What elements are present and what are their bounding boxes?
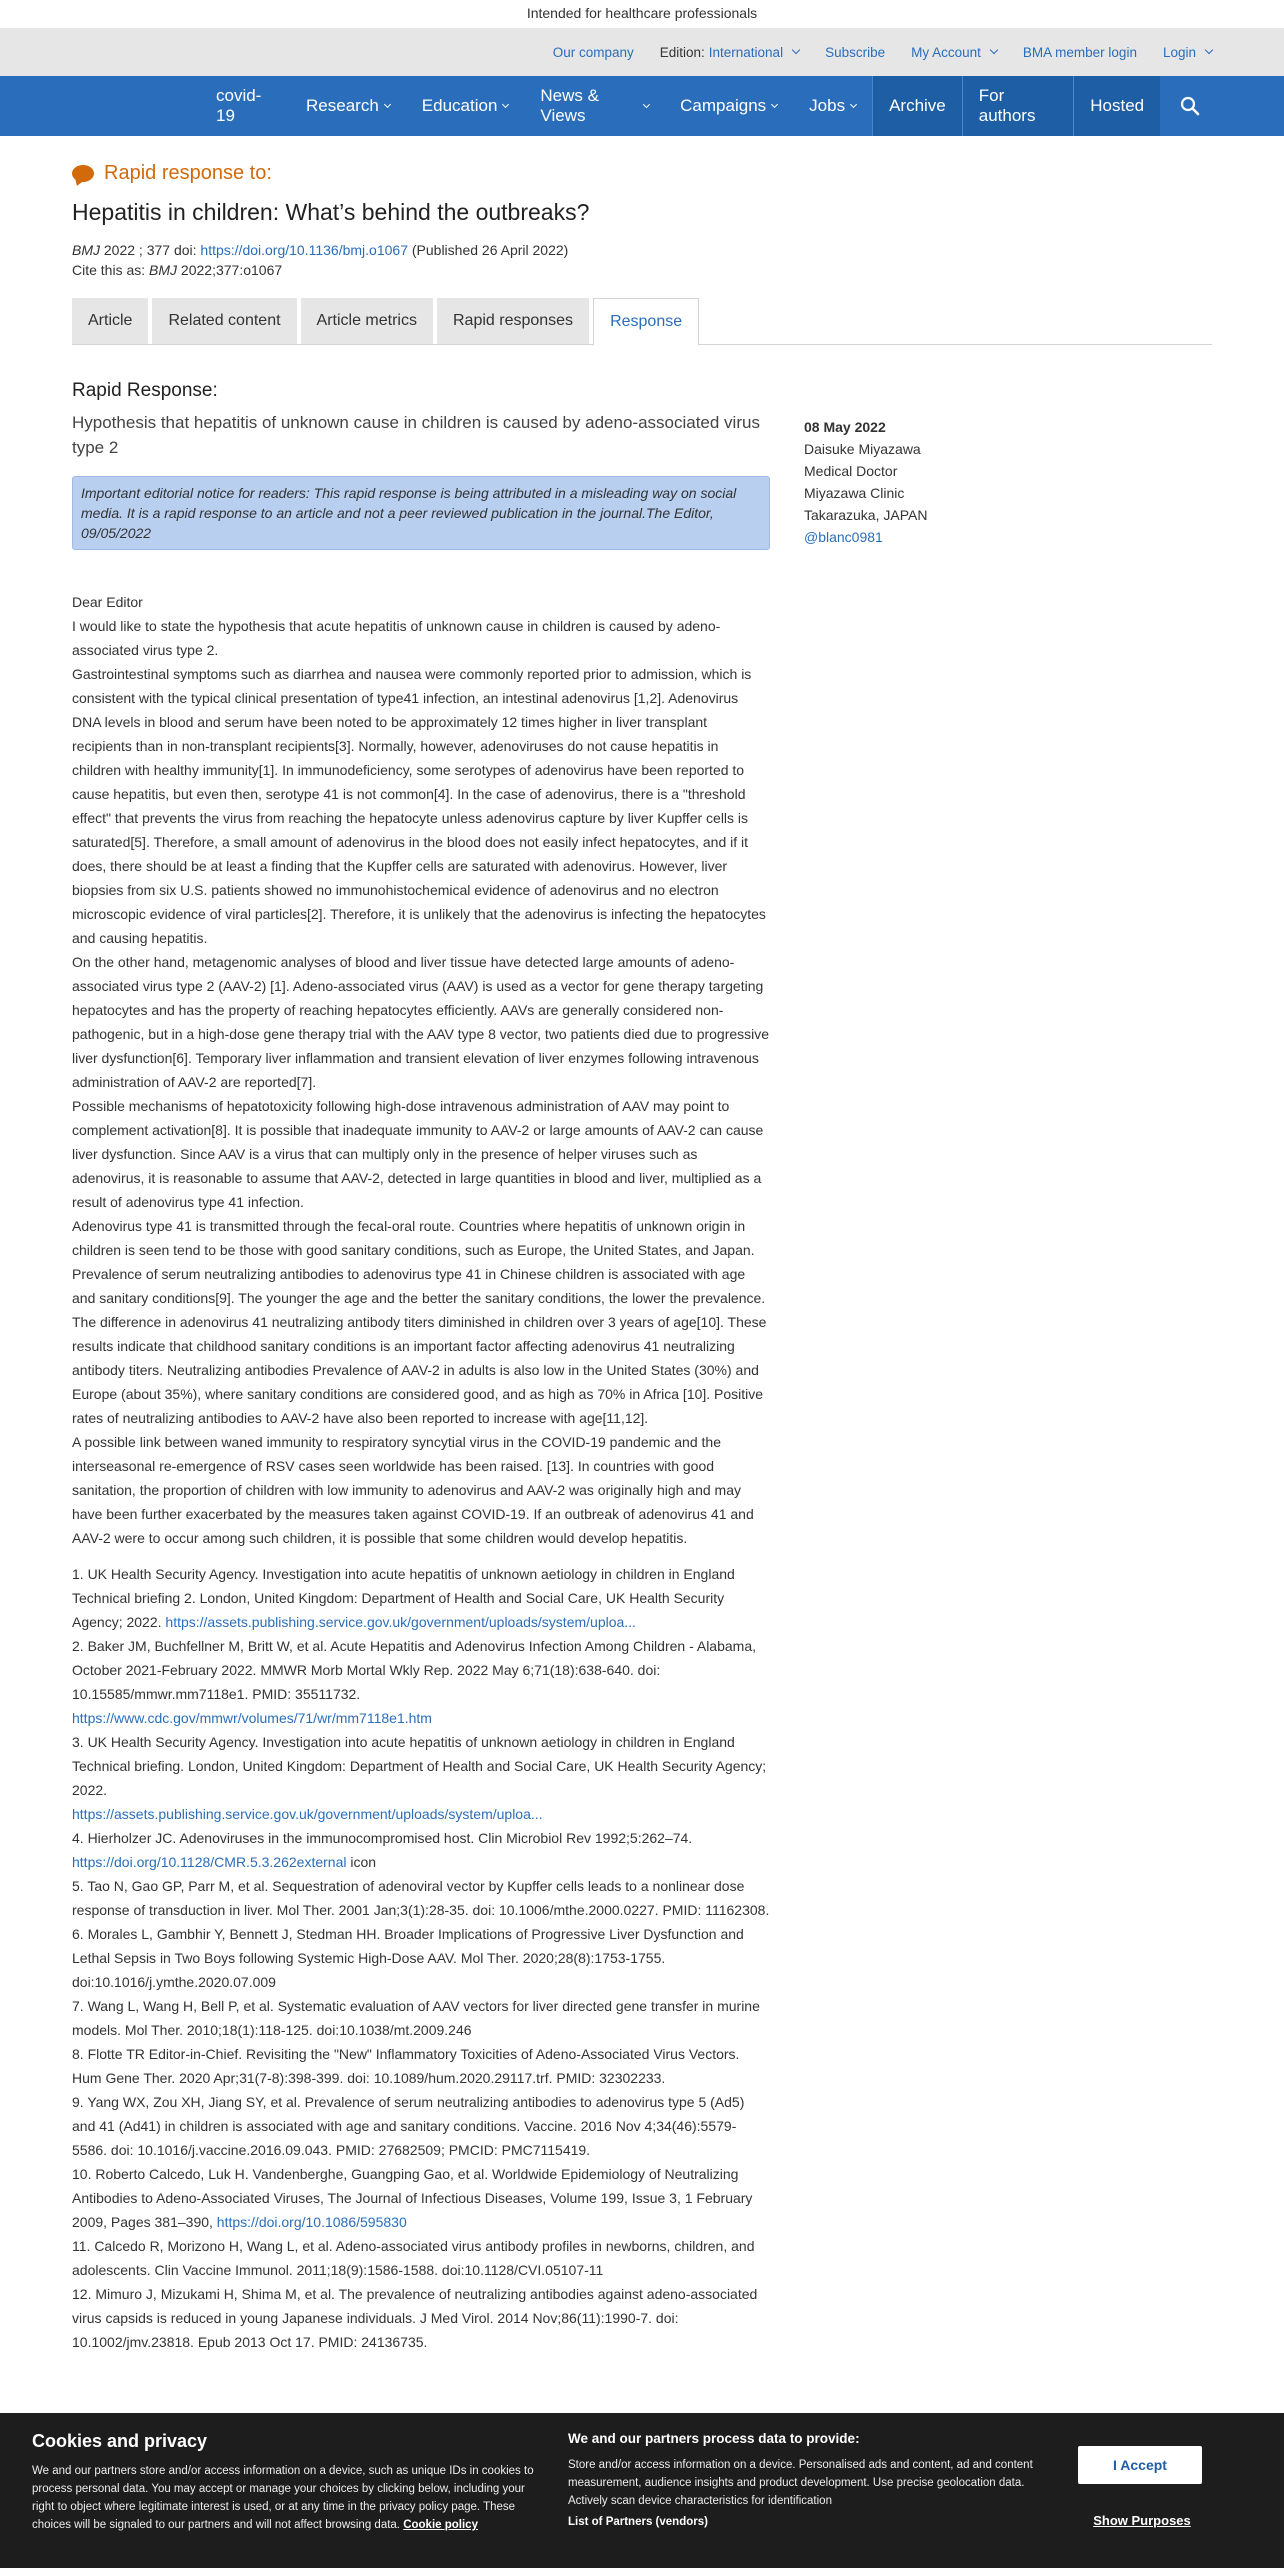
rapid-response-to-label: Rapid response to: — [104, 162, 272, 184]
cookie-purposes-text: Store and/or access information on a device. Personalised ads and content, ad and content measurement, audience insights and product development. Use precise geolocation data. Actively scan device characteristics for identification — [568, 2459, 1033, 2507]
paragraph: On the other hand, metagenomic analyses of blood and liver tissue have detected large amounts of adeno-associated virus type 2 (AAV-2) [1]. Adeno-associated virus (AAV) is used as a vector for gene therapy targeting hepatocytes and has the property of reaching hepatocytes efficiently. AAVs are generally considered non-pathogenic, but in a high-dose gene therapy trial with the AAV type 8 vector, two patients died due to progressive liver dysfunction[6]. Temporary liver inflammation and transient elevation of liver enzymes following intravenous administration of AAV-2 are reported[7]. — [72, 954, 770, 1090]
reference-item — [72, 1826, 770, 1874]
chevron-down-icon — [990, 46, 998, 54]
tab-rapid-responses[interactable]: Rapid responses — [437, 298, 589, 344]
partners-list-link[interactable]: List of Partners (vendors) — [568, 2516, 708, 2528]
editorial-notice: Important editorial notice for readers: This rapid response is being attributed in a misleading way on social media. It is a rapid response to an article and not a peer reviewed publication in the journal.The Editor, 09/05/2022 — [72, 476, 770, 550]
doi-label: doi: — [173, 242, 197, 258]
accept-cookies-button[interactable]: I Accept — [1078, 2446, 1202, 2484]
cookie-purposes-title: We and our partners process data to provide: — [568, 2431, 860, 2446]
reference-item — [72, 1730, 770, 1826]
cookie-description: We and our partners store and/or access information on a device, such as unique IDs in cookies to process personal data. You may accept or manage your choices by clicking below, including your right to object where legitimate interest is used, or at any time in the privacy policy page. These choices will be signaled to our partners and will not affect browsing data. — [32, 2465, 534, 2531]
nav-jobs-label: Jobs — [809, 96, 846, 115]
reference-text: 3. UK Health Security Agency. Investigation into acute hepatitis of unknown aetiology in children in England Technical briefing. London, United Kingdom: Department of Health and Social Care, UK Health Security Agency; 2022. — [72, 1734, 767, 1798]
edition-selector[interactable] — [660, 45, 799, 60]
reference-list — [72, 1562, 770, 2354]
nav-news-views-label: News & Views — [540, 86, 599, 125]
reference-item: 9. Yang WX, Zou XH, Jiang SY, et al. Prevalence of serum neutralizing antibodies to adenovirus type 5 (Ad5) and 41 (Ad41) in children is associated with age and sanitary conditions. Vaccine. 2016 Nov 4;34(46):5579-5586. doi: 10.1016/j.vaccine.2016.09.043. PMID: 27682509; PMCID: PMC7115419. — [72, 2094, 745, 2158]
author-org: Miyazawa Clinic — [804, 485, 905, 501]
reference-link[interactable]: https://assets.publishing.service.gov.uk/government/uploads/system/uploa... — [72, 1806, 543, 1822]
response-title: Hypothesis that hepatitis of unknown cause in children is caused by adeno-associated virus type 2 — [72, 413, 760, 457]
login-menu[interactable] — [1163, 45, 1212, 60]
edition-label: Edition: — [659, 44, 705, 60]
cite-as-value: 2022;377:o1067 — [180, 262, 283, 278]
reference-after: icon — [346, 1854, 377, 1870]
reference-link[interactable]: https://doi.org/10.1128/CMR.5.3.262external — [72, 1854, 347, 1870]
response-body — [72, 590, 770, 1550]
reference-link[interactable]: https://doi.org/10.1086/595830 — [216, 2214, 407, 2230]
reference-text: 4. Hierholzer JC. Adenoviruses in the immunocompromised host. Clin Microbiol Rev 1992;5:262–74. — [72, 1830, 693, 1846]
subscribe-link[interactable]: Subscribe — [825, 44, 886, 60]
reference-item — [72, 1562, 770, 1634]
our-company-link[interactable]: Our company — [552, 44, 634, 60]
tab-response[interactable]: Response — [593, 298, 699, 346]
nav-campaigns[interactable] — [664, 76, 793, 136]
tab-related-content[interactable]: Related content — [152, 298, 296, 344]
journal-name: BMJ — [72, 242, 100, 258]
paragraph: Possible mechanisms of hepatotoxicity following high-dose intravenous administration of AAV may point to complement activation[8]. It is possible that inadequate immunity to AAV-2 or large amounts of AAV-2 can cause liver dysfunction. Since AAV is a virus that can multiply only in the presence of helper viruses such as adenovirus, it is reasonable to assume that AAV-2, detected in large quantities in blood and liver, multiplied as a result of adenovirus type 41 infection. — [72, 1098, 764, 1210]
cite-as-journal: BMJ — [149, 262, 178, 278]
reference-text: 2. Baker JM, Buchfellner M, Britt W, et al. Acute Hepatitis and Adenovirus Infection Among Children - Alabama, October 2021-February 2022. MMWR Morb Mortal Wkly Rep. 2022 May 6;71(18):638-640. doi: 10.15585/mmwr.mm7118e1. PMID: 35511732. — [72, 1638, 757, 1702]
reference-item — [72, 1634, 770, 1730]
logo-bmj: bmj — [119, 88, 182, 124]
speech-bubble-icon — [72, 165, 94, 182]
reference-text: 10. Roberto Calcedo, Luk H. Vandenberghe, Guangping Gao, et al. Worldwide Epidemiology of Neutralizing Antibodies to Adeno-Associated Viruses, The Journal of Infectious Diseases, Volume 199, Issue 3, 1 February 2009, Pages 381–390, — [72, 2166, 753, 2230]
nav-news-views[interactable] — [524, 76, 664, 136]
cite-as-line — [72, 260, 1212, 280]
tab-article[interactable]: Article — [72, 298, 148, 344]
response-column — [72, 380, 770, 2354]
main-nav — [0, 76, 1284, 136]
reference-item: 8. Flotte TR Editor-in-Chief. Revisiting the "New" Inflammatory Toxicities of Adeno-Associated Virus Vectors. Hum Gene Ther. 2020 Apr;31(7-8):398-399. doi: 10.1089/hum.2020.29117.trf. PMID: 32302233. — [72, 2046, 740, 2086]
utility-bar — [0, 28, 1284, 76]
login-label: Login — [1162, 44, 1196, 60]
healthcare-notice: Intended for healthcare professionals — [0, 0, 1284, 28]
author-role: Medical Doctor — [804, 463, 898, 479]
member-login-link[interactable]: BMA member login — [1022, 44, 1137, 60]
chevron-down-icon — [642, 101, 649, 108]
doi-link[interactable]: https://doi.org/10.1136/bmj.o1067 — [200, 242, 408, 258]
paragraph: Dear Editor — [72, 594, 143, 610]
chevron-down-icon — [792, 46, 800, 54]
search-button[interactable] — [1160, 76, 1284, 136]
reference-item: 5. Tao N, Gao GP, Parr M, et al. Sequestration of adenoviral vector by Kupffer cells leads to a nonlinear dose response of transduction in liver. Mol Ther. 2001 Jan;3(1):28-35. doi: 10.1006/mthe.2000.0227. PMID: 11162308. — [72, 1878, 770, 1918]
article-tabs — [72, 298, 1212, 345]
nav-campaigns-label: Campaigns — [680, 96, 767, 115]
chevron-down-icon — [850, 100, 857, 107]
main-content — [72, 136, 1212, 2350]
nav-hosted[interactable]: Hosted — [1073, 76, 1160, 136]
nav-research[interactable] — [290, 76, 406, 136]
cookie-purposes — [568, 2431, 1038, 2528]
reference-link[interactable]: https://www.cdc.gov/mmwr/volumes/71/wr/mm7118e1.htm — [72, 1710, 432, 1726]
response-date: 08 May 2022 — [804, 419, 886, 435]
cookie-banner — [0, 2413, 1284, 2568]
reference-item: 11. Calcedo R, Morizono H, Wang L, et al. Adeno-associated virus antibody profiles in newborns, children, and adolescents. Clin Vaccine Immunol. 2011;18(9):1586-1588. doi:10.1128/CVI.05107-11 — [72, 2238, 755, 2278]
chevron-down-icon — [771, 100, 778, 107]
paragraph: A possible link between waned immunity to respiratory syncytial virus in the COVID-19 pandemic and the interseasonal re-emergence of RSV cases seen worldwide has been raised. [13]. In countries with good sanitation, the proportion of children with low immunity to adenovirus and AAV-2 was originally high and may have been further exacerbated by the measures taken against COVID-19. If an outbreak of adenovirus 41 and AAV-2 were to occur among such children, it is possible that some children would develop hepatitis. — [72, 1434, 754, 1546]
nav-jobs[interactable] — [793, 76, 872, 136]
author-location: Takarazuka, JAPAN — [804, 507, 928, 523]
reference-text: 1. UK Health Security Agency. Investigation into acute hepatitis of unknown aetiology in children in England Technical briefing 2. London, United Kingdom: Department of Health and Social Care, UK Health Security Agency; 2022. — [72, 1566, 735, 1630]
cookie-title: Cookies and privacy — [32, 2431, 208, 2451]
my-account-menu[interactable] — [911, 45, 997, 60]
author-handle-link[interactable]: @blanc0981 — [804, 529, 883, 545]
search-icon — [1180, 96, 1200, 116]
citation — [72, 240, 1212, 280]
paragraph: I would like to state the hypothesis that acute hepatitis of unknown cause in children is caused by adeno-associated virus type 2. — [72, 618, 721, 658]
edition-value: International — [708, 44, 784, 60]
tab-article-metrics[interactable]: Article metrics — [301, 298, 433, 344]
nav-research-label: Research — [306, 96, 379, 115]
article-title: Hepatitis in children: What’s behind the outbreaks? — [72, 199, 590, 225]
nav-archive[interactable]: Archive — [872, 76, 962, 136]
paragraph: Gastrointestinal symptoms such as diarrhea and nausea were commonly reported prior to admission, which is consistent with the typical clinical presentation of type41 infection, an intestinal adenovirus [1,2]. Adenovirus DNA levels in blood and serum have been noted to be approximately 12 times higher in liver transplant recipients than in non-transplant recipients[3]. Normally, however, adenoviruses do not cause hepatitis in children with healthy immunity[1]. In immunodeficiency, some serotypes of adenovirus have been reported to cause hepatitis, but even then, serotype 41 is not common[4]. In the case of adenovirus, there is a "threshold effect" that prevents the virus from reaching the hepatocyte unless adenovirus capture by liver Kupffer cells is saturated[5]. Therefore, a small amount of adenovirus in the blood does not easily infect hepatocytes, and if it does, there should be at least a finding that the Kupffer cells are saturated with adenovirus. However, liver biopsies from six U.S. patients showed no immunohistochemical evidence of adenovirus and no electron microscopic evidence of viral particles[2]. Therefore, it is unlikely that the adenovirus is infecting the hepatocytes and causing hepatitis. — [72, 666, 766, 946]
reference-item: 12. Mimuro J, Mizukami H, Shima M, et al. The prevalence of neutralizing antibodies against adeno-associated virus capsids is reduced in young Japanese individuals. J Med Virol. 2014 Nov;86(11):1990-7. doi: 10.1002/jmv.23818. Epub 2013 Oct 17. PMID: 24136735. — [72, 2286, 758, 2350]
chevron-down-icon — [384, 100, 391, 107]
author-name: Daisuke Miyazawa — [804, 441, 921, 457]
citation-line — [72, 240, 1212, 260]
reference-item: 6. Morales L, Gambhir Y, Bennett J, Stedman HH. Broader Implications of Progressive Liver Dysfunction and Lethal Sepsis in Two Boys following Systemic High-Dose AAV. Mol Ther. 2020;28(8):1753-1755. doi:10.1016/j.ymthe.2020.07.009 — [72, 1926, 744, 1990]
nav-education[interactable] — [406, 76, 525, 136]
cookie-info — [32, 2431, 542, 2534]
rapid-response-to — [72, 162, 1212, 185]
reference-item: 7. Wang L, Wang H, Bell P, et al. Systematic evaluation of AAV vectors for liver directed gene transfer in murine models. Mol Ther. 2010;18(1):118-125. doi:10.1038/mt.2009.246 — [72, 1998, 760, 2038]
rapid-response-heading: Rapid Response: — [72, 380, 218, 401]
chevron-down-icon — [502, 100, 509, 107]
reference-item — [72, 2162, 770, 2234]
search-label: Search — [1210, 96, 1264, 115]
nav-education-label: Education — [421, 96, 498, 115]
chevron-down-icon — [1205, 46, 1213, 54]
reference-link[interactable]: https://assets.publishing.service.gov.uk/government/uploads/system/uploa... — [165, 1614, 636, 1630]
show-purposes-button[interactable]: Show Purposes — [1093, 2513, 1191, 2528]
logo-the: the — [72, 88, 120, 124]
cite-as-label: Cite this as: — [72, 262, 146, 278]
nav-for-authors[interactable]: For authors — [962, 76, 1073, 136]
published-date: (Published 26 April 2022) — [411, 242, 569, 258]
nav-covid[interactable]: covid-19 — [216, 86, 262, 125]
paragraph: Adenovirus type 41 is transmitted through the fecal-oral route. Countries where hepatitis of unknown origin in children is seen tend to be those with good sanitary conditions, such as Europe, the United States, and Japan. Prevalence of serum neutralizing antibodies to adenovirus type 41 in Chinese children is associated with age and sanitary conditions[9]. The younger the age and the better the sanitary conditions, the lower the prevalence. The difference in adenovirus 41 neutralizing antibody titers diminished in children over 3 years of age[10]. These results indicate that childhood sanitary conditions is an important factor affecting adenovirus 41 neutralizing antibody titers. Neutralizing antibodies Prevalence of AAV-2 in adults is also low in the United States (30%) and Europe (about 35%), where sanitary conditions are considered good, and as high as 70% in Africa [10]. Positive rates of neutralizing antibodies to AAV-2 have also been reported to increase with age[11,12]. — [72, 1218, 767, 1426]
bmj-logo[interactable] — [72, 76, 182, 136]
year-volume: 2022 ; 377 — [103, 242, 171, 258]
cookie-policy-link[interactable]: Cookie policy — [403, 2519, 478, 2531]
cookie-text — [32, 2462, 542, 2534]
author-info — [804, 416, 1104, 548]
my-account-label: My Account — [911, 44, 981, 60]
